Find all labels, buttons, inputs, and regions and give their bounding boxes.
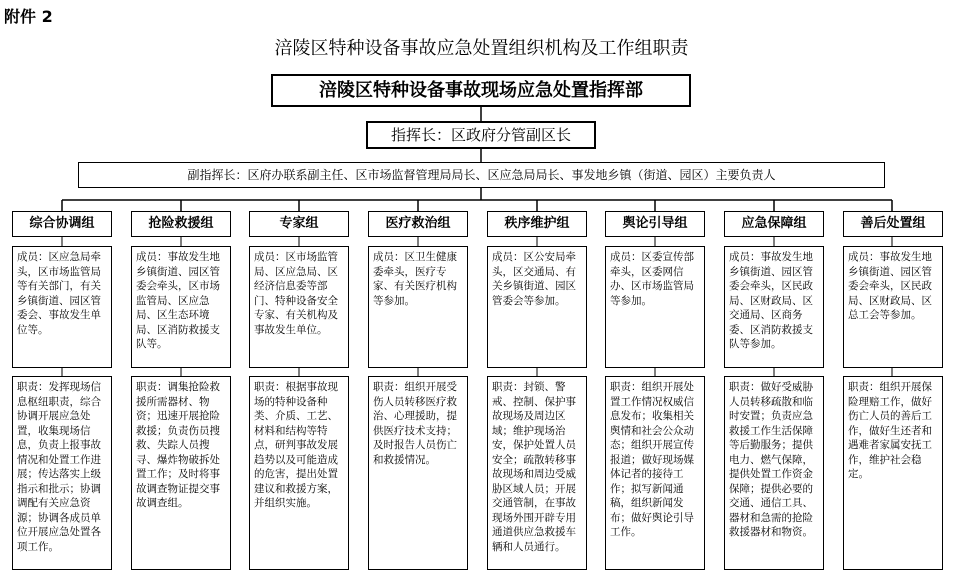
group-title-rescue: 抢险救援组 [131,211,231,237]
group-title-aftermath: 善后处置组 [843,211,943,237]
deputy-commanders-box: 副指挥长：区府办联系副主任、区市场监督管理局局长、区应急局局长、事发地乡镇（街道、园区）主要负责人 [78,162,885,188]
group-duties-medical: 职责：组织开展受伤人员转移医疗救治、心理援助，提供医疗技术支持；及时报告人员伤亡和救援情况。 [368,376,468,570]
group-members-order: 成员：区公安局牵头，区交通局、有关乡镇街道、园区管委会等参加。 [487,246,587,368]
group-members-aftermath: 成员：事故发生地乡镇街道、园区管委会牵头，区民政局、区财政局、区总工会等参加。 [843,246,943,368]
group-members-support: 成员：事故发生地乡镇街道、园区管委会牵头，区民政局、区财政局、区交通局、区商务委、区消防救援支队等参加。 [724,246,824,368]
document-title: 涪陵区特种设备事故应急处置组织机构及工作组职责 [274,38,689,59]
group-duties-support: 职责：做好受威胁人员转移疏散和临时安置；负责应急救援工作生活保障等后勤服务；提供电力、燃气保障，提供处置工作资金保障；提供必要的交通、通信工具、器材和急需的抢险救援器材和物资。 [724,376,824,570]
group-title-support: 应急保障组 [724,211,824,237]
group-duties-rescue: 职责：调集抢险救援所需器材、物资；迅速开展抢险救援；负责伤员搜救、失踪人员搜寻、爆炸物破拆处置工作；及时将事故调查物证提交事故调查组。 [131,376,231,570]
commander-box: 指挥长：区政府分管副区长 [366,121,596,149]
group-duties-experts: 职责：根据事故现场的特种设备种类、介质、工艺、材料和结构等特点，研判事故发展趋势以及可能造成的危害，提出处置建议和救援方案，并组织实施。 [249,376,349,570]
headquarters-box: 涪陵区特种设备事故现场应急处置指挥部 [271,74,691,107]
group-duties-order: 职责：封锁、警戒、控制、保护事故现场及周边区域；维护现场治安，保护处置人员安全；疏散转移事故现场和周边受威胁区域人员；开展交通管制，在事故现场外围开辟专用通道供应急救援车辆和人员通行。 [487,376,587,570]
group-duties-publicity: 职责：组织开展处置工作情况权威信息发布；收集相关舆情和社会公众动态；组织开展宣传报道；做好现场媒体记者的接待工作；拟写新闻通稿，组织新闻发布；做好舆论引导工作。 [605,376,705,570]
group-members-coordination: 成员：区应急局牵头，区市场监管局等有关部门，有关乡镇街道、园区管委会、事故发生单位等。 [12,246,112,368]
group-duties-coordination: 职责：发挥现场信息枢纽职责，综合协调开展应急处置，收集现场信息，负责上报事故情况和处置工作进展；传达落实上级指示和批示；协调调配有关应急资源；协调各成员单位开展应急处置各项工作。 [12,376,112,570]
group-members-medical: 成员：区卫生健康委牵头，医疗专家、有关医疗机构等参加。 [368,246,468,368]
group-title-coordination: 综合协调组 [12,211,112,237]
group-duties-aftermath: 职责：组织开展保险理赔工作，做好伤亡人员的善后工作，做好生还者和遇难者家属安抚工作，维护社会稳定。 [843,376,943,570]
group-title-experts: 专家组 [249,211,349,237]
attachment-label: 附件 2 [4,7,53,26]
group-members-experts: 成员：区市场监管局、区应急局、区经济信息委等部门、特种设备安全专家、有关机构及事故发生单位。 [249,246,349,368]
group-title-publicity: 舆论引导组 [605,211,705,237]
group-title-medical: 医疗救治组 [368,211,468,237]
group-members-publicity: 成员：区委宣传部牵头，区委网信办、区市场监管局等参加。 [605,246,705,368]
group-members-rescue: 成员：事故发生地乡镇街道、园区管委会牵头，区市场监管局、区应急局、区生态环境局、区消防救援支队等。 [131,246,231,368]
group-title-order: 秩序维护组 [487,211,587,237]
